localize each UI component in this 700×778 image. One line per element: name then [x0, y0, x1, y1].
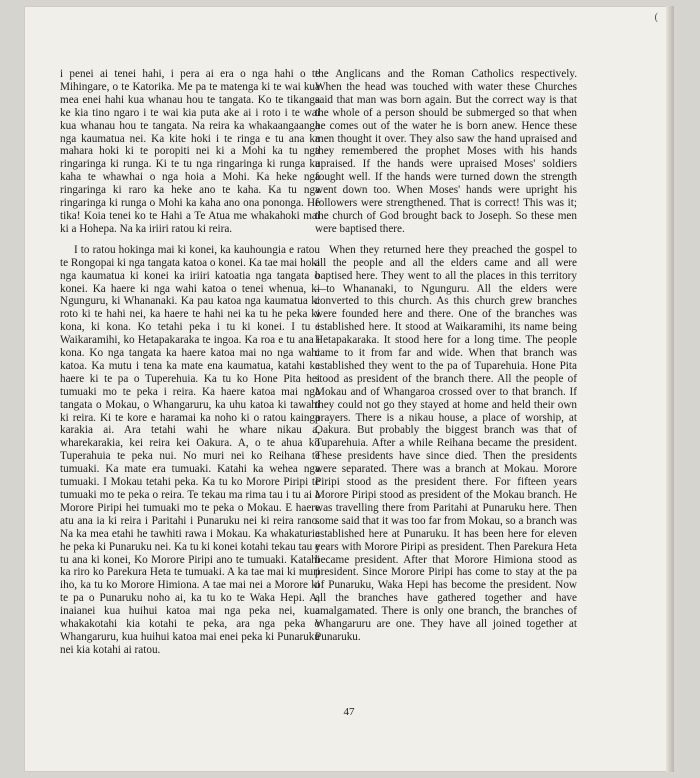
english-paragraph-1: the Anglicans and the Roman Catholics respectively. When the head was touched with water these Churches said that man was born again. But the correct way is that the whole of a person should be submerged so that when he comes out of the water he is born anew. Hence these men thought it over. They also saw the hand upraised and they remembered the prophet Moses with his hands upraised. If the hands were upraised Moses' soldiers fought well. If the hands were turned down the strength went down too. When Moses' hands were upright his followers were strengthened. That is correct! This was it; the church of God brought back to Joseph. So these men were baptised there. [315, 68, 577, 235]
corner-mark: ( [654, 12, 658, 23]
english-text-column [315, 68, 577, 652]
maori-paragraph-1: i penei ai tenei hahi, i pera ai era o nga hahi o te Mihingare, o te Katorika. Me pa te matenga ki te wai kua mea enei hahi kua whanau hou te tangata. Ko te tikanga ke kia tino ngaro i te wai kia puta ake ai i roto i te wai kua whanau hou te tangata. Na reira ka whakaangaanga nga kaumatua nei. Ka kite hoki i te ringa e tu ana ka mahara hoki ki te poropiti nei ki a Mohi ka tu nga ringaringa ki runga. Ki te tu nga ringaringa ki runga ka kaha te whawhai o nga hoia a Mohi. Ka heke nga ringaringa ki raro ka heke ano te kaha. Ka tu nga ringaringa ki runga o Mohi ka kaha ano ona pononga. He tika! Koia tenei ko te Hahi a Te Atua me whakahoki mai ki a Hohepa. Na ka iriiri ratou ki reira. [60, 68, 320, 235]
english-paragraph-2: When they returned here they preached the gospel to all the people and all the elders came and all were baptised here. They went to all the places in this territory—to Whananaki, to Ngunguru. All the elders were converted to this church. As this church grew branches were founded here and there. One of the branches was established here. It stood at Waikaramihi, its name being Hetapakaraka. It stood here for a long time. The people came to it from far and wide. When that branch was established they went to the pa of Tuparehuia. Hone Pita stood as president of the branch there. All the people of Mokau and of Whangaroa crossed over to that branch. If they could not go they stayed at home and held their own prayers. There is a nikau house, a place of worship, at Oakura. But probably the biggest branch was that of Tuparehuia. After a while Reihana became the president. These presidents have since died. Then the presidents were separated. There was a branch at Mokau. Morore Piripi stood as the president there. For fifteen years Morore Piripi stood as president of the Mokau branch. He was travelling there from Paritahi at Punaruku here. Then some said that it was too far from Mokau, so a branch was established here at Punaruku. It has been here for eleven years with Morore Piripi as president. Then Parekura Heta became president. After that Morore Himiona stood as president. Since Morore Piripi has come to stay at the pa of Punaruku, Waka Hepi has become the president. Now all the branches have gathered together and have amalgamated. There is only one branch, the branches of Whangaruru are one. They have all joined together at Punaruku. [315, 243, 577, 643]
maori-paragraph-2: I to ratou hokinga mai ki konei, ka kauhoungia e ratou te Rongopai ki nga tangata katoa o konei. Ka tae mai hoki nga kaumatua ki konei ka iriiri katoatia nga tangata o konei. Ka haere ki nga wahi katoa o tenei whenua, ki Ngunguru, ki Whananaki. Ka pau katoa nga kaumatua ki roto ki te hahi nei, ka haere te hahi nei ka tu he peka ki kona, ki kona. Ko tetahi peka i tu ki konei. I tu i Waikaramihi, ko Hetapakaraka te ingoa. Ka roa e tu ana i kona. Ko nga tangata ka haere katoa mai no nga wahi katoa. Ka mutu i tena ka mate ena kaumatua, katahi ka haere ki te pa o Tuperehuia. Ka tu ko Hone Pita hei tumuaki mo te peka i reira. Ka haere katoa mai nga tangata o Mokau, o Whangaruru, ka uhu katoa ki tawahi ki reira. Ki te kore e haramai ka noho ki o ratou kainga karakia ai. Ara tetahi wahi he whare nikau a, wharekarakia, kei reira kei Oakura. A, o te ahua ko Tuperahuia te peka nui. No muri nei ko Reihana te tumuaki. Ka mate era tumuaki. Katahi ka wehea nga tumuaki. I Mokau tetahi peka. Ka tu ko Morore Piripi te tumuaki mo te peka o reira. Te tekau ma rima tau i tu ai a Morore Piripi hei tumuaki mo te peka o Mokau. E haere atu ana ia ki reira i Paritahi i Punaruku nei ki reira rano. Na ka mea etahi he tawhiti rawa i Mokau. Ka whakaturia he peka ki Punaruku nei. Ka tu ki konei kotahi tekau tau e tu ana ki konei, Ko Morore Piripi ano te tumuaki. Katahi ka riro ko Parekura Heta te tumuaki. A ka tae mai ki muri iho, ka tu ko Morore Himiona. A tae mai nei a Morore ki te pa o Punaruku noho ai, ka tu ko te Waka Hepi. A, inaianei kua huihui katoa mai nga peka nei, kua whakakotahi kia kotahi te peka, ara nga peka o Whangaruru, kua huihui katoa mai enei peka ki Punaruku nei kia kotahi ai ratou. [60, 243, 320, 656]
book-page [24, 6, 674, 772]
page-edge-shadow [666, 6, 674, 772]
page-number: 47 [343, 706, 355, 718]
maori-text-column [60, 68, 320, 665]
